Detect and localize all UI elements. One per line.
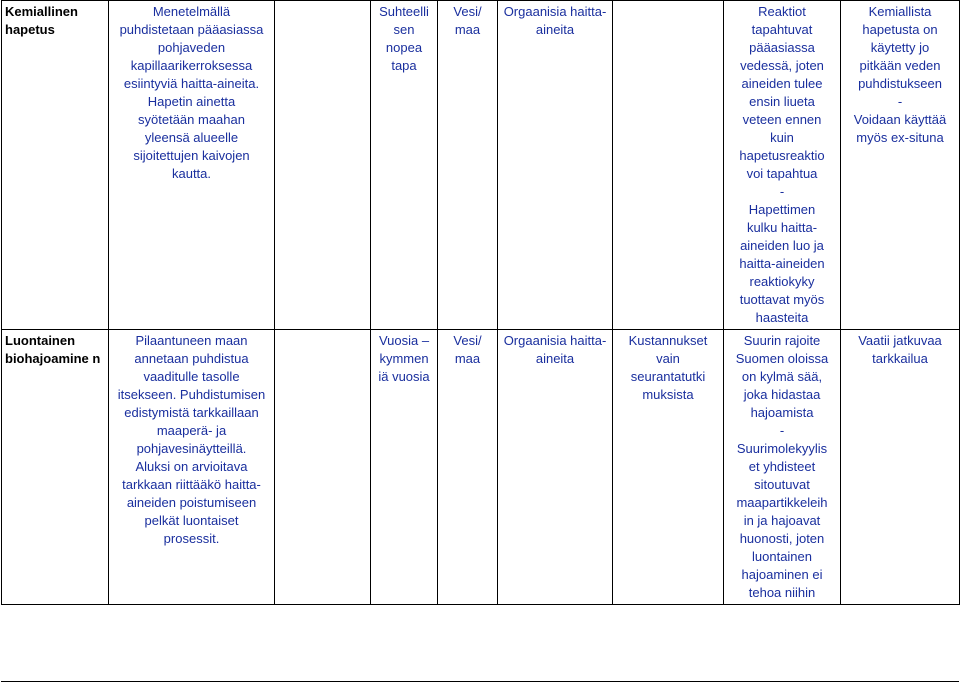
cell-text-line: muksista: [642, 387, 694, 402]
cell-text-line: kulku haitta-: [746, 220, 818, 235]
cell-text-line: vaaditulle tasolle: [143, 369, 240, 384]
cell-text-line: prosessit.: [163, 531, 220, 546]
cell-text-line: Suhteelli: [379, 4, 429, 19]
method-name-cell: Luontainen biohajoamine n: [2, 330, 109, 605]
cell-text-line: Aluksi on arvioitava: [135, 459, 248, 474]
duration-cell: [371, 1, 438, 330]
cell-text-line: aineiden luo ja: [740, 238, 824, 253]
cell-text-line: Reaktiot: [758, 4, 806, 19]
cell-text-line: Orgaanisia haitta-: [503, 333, 607, 348]
cell-text-line: Suurin rajoite: [743, 333, 821, 348]
contaminant-cell: [498, 1, 613, 330]
cell-text-line: Kustannukset: [628, 333, 708, 348]
cell-text-line: aineita: [535, 22, 575, 37]
cell-text-line: Hapetin ainetta: [147, 94, 236, 109]
cell-text-line: joka hidastaa: [743, 387, 821, 402]
cell-text-line: esiintyviä haitta-aineita.: [123, 76, 260, 91]
cell-text-line: ensin liueta: [749, 94, 815, 109]
cell-text-line: Vuosia –: [378, 333, 430, 348]
cell-text-line: Vesi/: [453, 4, 482, 19]
cell-text-line: pitkään veden: [859, 58, 941, 73]
cell-text-line: itsekseen. Puhdistumisen: [117, 387, 266, 402]
cell-text-line: kautta.: [171, 166, 212, 181]
cell-text-line: Hapettimen: [748, 202, 816, 217]
cell-text-line: maa: [454, 22, 481, 37]
cell-text-line: haitta-aineiden: [739, 256, 825, 271]
cell-text-line: syötetään maahan: [138, 112, 245, 127]
cell-text-line: veteen ennen: [742, 112, 822, 127]
methods-table: [1, 0, 960, 605]
cell-text-line: kuin: [770, 130, 794, 145]
cell-text-line: tarkkailua: [872, 351, 928, 366]
method-name-cell: Kemiallinen hapetus: [2, 1, 109, 330]
cell-text-line: -: [897, 94, 903, 109]
page-bottom-rule: [1, 681, 959, 682]
cell-text-line: reaktiokyky: [749, 274, 815, 289]
limitations-cell: [724, 1, 841, 330]
cell-text-line: pohjavesinäytteillä.: [136, 441, 247, 456]
cell-text-line: kymmen: [379, 351, 429, 366]
duration-cell: [371, 330, 438, 605]
cell-text-line: Suomen oloissa: [735, 351, 829, 366]
cell-text-line: hapetusta on: [862, 22, 938, 37]
empty-cell: [275, 330, 371, 605]
cell-text-line: sitoutuvat: [754, 477, 810, 492]
cell-text-line: puhdistetaan pääasiassa: [119, 22, 264, 37]
table-row: [2, 1, 960, 330]
cell-text-line: huonosti, joten: [739, 531, 825, 546]
cell-text-line: aineita: [535, 351, 575, 366]
description-cell: [109, 330, 275, 605]
description-cell: [109, 1, 275, 330]
cell-text-line: maa: [454, 351, 481, 366]
cell-text-line: käytetty jo: [870, 40, 930, 55]
cell-text-line: et yhdisteet: [748, 459, 816, 474]
cell-text-line: in ja hajoavat: [743, 513, 821, 528]
cell-text-line: tuottavat myös: [739, 292, 825, 307]
medium-cell: [438, 330, 498, 605]
medium-cell: [438, 1, 498, 330]
cell-text-line: maapartikkeleih: [736, 495, 828, 510]
cell-text-line: Voidaan käyttää: [853, 112, 947, 127]
empty-cell: [275, 1, 371, 330]
table-row: [2, 330, 960, 605]
cell-text-line: voi tapahtua: [746, 166, 818, 181]
cell-text-line: seurantatutki: [630, 369, 706, 384]
cell-text-line: vedessä, joten: [740, 58, 824, 73]
cell-text-line: kapillaarikerroksessa: [130, 58, 253, 73]
cell-text-line: Vesi/: [453, 333, 482, 348]
cell-text-line: edistymistä tarkkaillaan: [124, 405, 259, 420]
cell-text-line: annetaan puhdistua: [134, 351, 249, 366]
cell-text-line: maaperä- ja: [156, 423, 227, 438]
cell-text-line: Vaatii jatkuvaa: [858, 333, 942, 348]
cell-text-line: hajoamista: [750, 405, 814, 420]
cell-text-line: -: [779, 423, 785, 438]
cell-text-line: puhdistukseen: [858, 76, 942, 91]
cell-text-line: tehoa niihin: [748, 585, 816, 600]
cell-text-line: Suurimolekyylis: [736, 441, 828, 456]
cell-text-line: aineiden poistumiseen: [126, 495, 257, 510]
notes-cell: [841, 330, 960, 605]
cell-text-line: myös ex-situna: [856, 130, 944, 145]
cell-text-line: haasteita: [755, 310, 809, 325]
cost-cell: [613, 1, 724, 330]
cell-text-line: vain: [656, 351, 680, 366]
cell-text-line: on kylmä sää,: [741, 369, 823, 384]
cell-text-line: tarkkaan riittääkö haitta-: [122, 477, 261, 492]
cell-text-line: pelkät luontaiset: [144, 513, 239, 528]
cell-text-line: sen: [393, 22, 415, 37]
cell-text-line: hajoaminen ei: [741, 567, 823, 582]
cell-text-line: sijoitettujen kaivojen: [133, 148, 250, 163]
cell-text-line: iä vuosia: [378, 369, 430, 384]
cell-text-line: Orgaanisia haitta-: [503, 4, 607, 19]
cell-text-line: -: [779, 184, 785, 199]
cell-text-line: tapa: [391, 58, 417, 73]
cell-text-line: nopea: [385, 40, 423, 55]
cell-text-line: aineiden tulee: [741, 76, 823, 91]
contaminant-cell: [498, 330, 613, 605]
limitations-cell: [724, 330, 841, 605]
cell-text-line: hapetusreaktio: [739, 148, 825, 163]
cost-cell: [613, 330, 724, 605]
cell-text-line: pohjaveden: [157, 40, 226, 55]
cell-text-line: yleensä alueelle: [144, 130, 239, 145]
notes-cell: [841, 1, 960, 330]
cell-text-line: pääasiassa: [749, 40, 815, 55]
cell-text-line: Pilaantuneen maan: [135, 333, 248, 348]
cell-text-line: Kemiallista: [868, 4, 932, 19]
cell-text-line: tapahtuvat: [751, 22, 813, 37]
cell-text-line: Menetelmällä: [152, 4, 231, 19]
cell-text-line: luontainen: [752, 549, 812, 564]
